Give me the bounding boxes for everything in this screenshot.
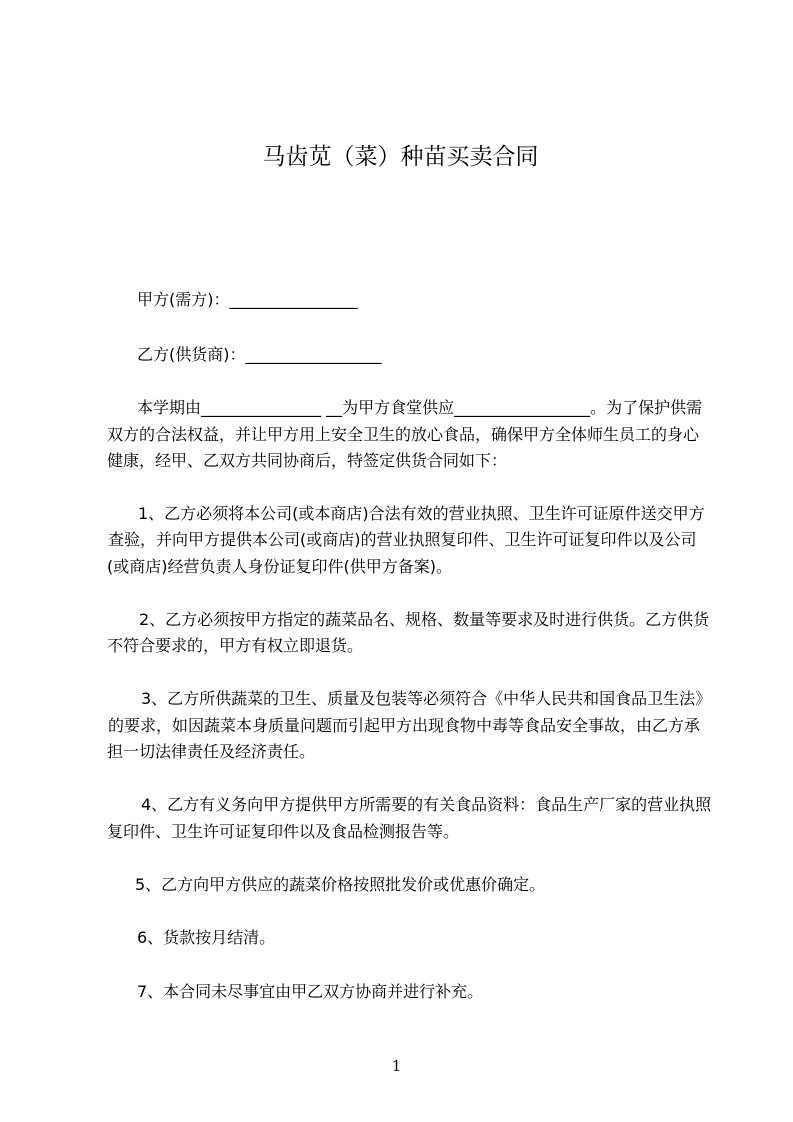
intro-line-2: 双方的合法权益，并让甲方用上安全卫生的放心食品，确保甲方全体师生员工的身心 bbox=[107, 425, 700, 444]
clause-1-line-2: 查验，并向甲方提供本公司(或商店)的营业执照复印件、卫生许可证复印件以及公司 bbox=[108, 530, 697, 549]
page-title: 马齿苋（菜）种苗买卖合同 bbox=[262, 144, 539, 170]
page-number: 1 bbox=[391, 1057, 402, 1075]
clause-3-line-2: 的要求，如因蔬菜本身质量问题而引起甲方出现食物中毒等食品安全事故，由乙方承 bbox=[108, 716, 701, 735]
clause-3-line-1: 3、乙方所供蔬菜的卫生、质量及包装等必须符合《中华人民共和国食品卫生法》 bbox=[141, 689, 712, 708]
clause-6-line-1: 6、货款按月结清。 bbox=[137, 928, 276, 947]
clause-5-line-1: 5、乙方向甲方供应的蔬菜价格按照批发价或优惠价确定。 bbox=[135, 875, 546, 894]
clause-3-line-3: 担一切法律责任及经济责任。 bbox=[107, 742, 316, 761]
clause-7-line-1: 7、本合同未尽事宜由甲乙双方协商并进行补充。 bbox=[137, 982, 484, 1001]
intro-line-1: 本学期由_______________ __为甲方食堂供应_________________。为了保护供需 bbox=[137, 398, 703, 417]
clause-1-line-1: 1、乙方必须将本公司(或本商店)合法有效的营业执照、卫生许可证原件送交甲方 bbox=[138, 504, 705, 523]
party-b-line: 乙方(供货商)：_________________ bbox=[137, 345, 382, 364]
intro-line-3: 健康，经甲、乙双方共同协商后，特签定供货合同如下： bbox=[107, 451, 508, 470]
clause-1-line-3: (或商店)经营负责人身份证复印件(供甲方备案)。 bbox=[107, 557, 452, 576]
clause-2-line-2: 不符合要求的，甲方有权立即退货。 bbox=[107, 636, 364, 655]
clause-4-line-1: 4、乙方有义务向甲方提供甲方所需要的有关食品资料：食品生产厂家的营业执照 bbox=[141, 795, 712, 814]
clause-2-line-1: 2、乙方必须按甲方指定的蔬菜品名、规格、数量等要求及时进行供货。乙方供货 bbox=[139, 610, 710, 629]
clause-4-line-2: 复印件、卫生许可证复印件以及食品检测报告等。 bbox=[107, 822, 460, 841]
party-a-line: 甲方(需方)：________________ bbox=[137, 290, 358, 309]
